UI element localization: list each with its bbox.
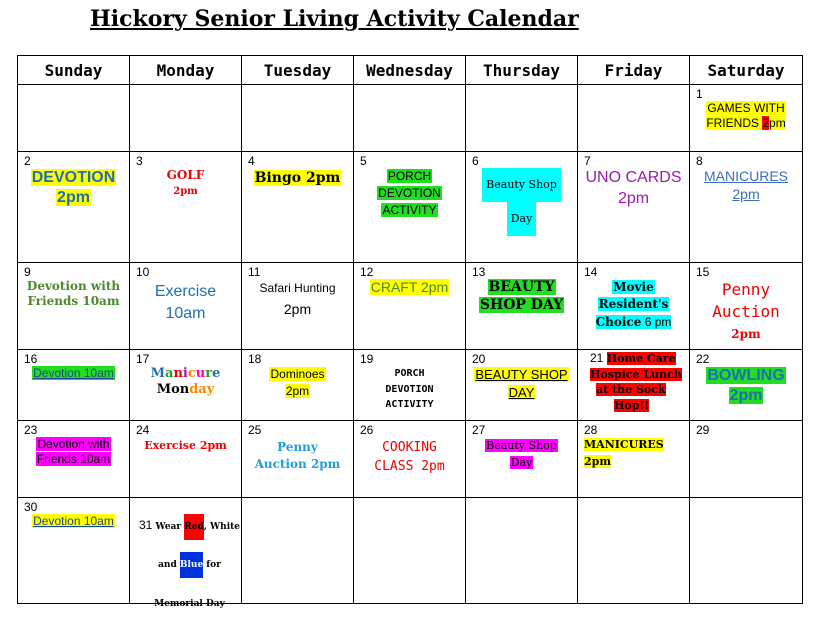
event-dominoes: Dominoes 2pm — [270, 367, 325, 399]
day-number: 23 — [24, 423, 38, 437]
event-penny-auction: Penny Auction 2pm — [254, 440, 341, 472]
weekday-saturday: Saturday — [690, 56, 803, 85]
day-cell-20 — [466, 350, 578, 421]
day-number: 14 — [584, 265, 598, 279]
day-cell-22 — [690, 350, 803, 421]
week-row — [18, 498, 803, 604]
event-memorial-day: 31 Wear Red, White and Blue for Memorial Day — [138, 506, 241, 621]
event-bowling: BOWLING 2pm — [707, 367, 785, 404]
day-cell-16 — [18, 350, 130, 421]
day-cell-17 — [130, 350, 242, 421]
day-cell-12 — [354, 263, 466, 350]
empty-day-cell — [690, 498, 803, 604]
event-beauty-shop-day: BEAUTY SHOP DAY — [475, 367, 568, 401]
week-row — [18, 263, 803, 350]
empty-day-cell — [354, 498, 466, 604]
day-cell-14 — [578, 263, 690, 350]
day-number: 25 — [248, 423, 262, 437]
day-number: 29 — [696, 423, 710, 437]
day-number: 11 — [248, 265, 261, 279]
day-number: 13 — [472, 265, 486, 279]
page-title: Hickory Senior Living Activity Calendar — [90, 6, 579, 32]
day-number: 19 — [360, 352, 374, 366]
day-cell-26 — [354, 421, 466, 498]
day-number: 1 — [696, 87, 703, 101]
day-number: 6 — [472, 154, 479, 168]
calendar-grid — [17, 55, 803, 609]
day-cell-18 — [242, 350, 354, 421]
day-number: 31 — [138, 518, 153, 532]
weekday-thursday: Thursday — [466, 56, 578, 85]
event-devotion-with-friends: Devotion with Friends 10am — [26, 279, 121, 308]
week-row — [18, 152, 803, 263]
week-row — [18, 350, 803, 421]
weekday-sunday: Sunday — [18, 56, 130, 85]
day-number: 12 — [360, 265, 374, 279]
day-cell-29 — [690, 421, 803, 498]
day-number: 8 — [696, 154, 703, 168]
day-cell-25 — [242, 421, 354, 498]
day-number: 4 — [248, 154, 255, 168]
day-number: 24 — [136, 423, 150, 437]
day-number: 2 — [24, 154, 31, 168]
day-number: 7 — [584, 154, 591, 168]
weekday-header-row — [18, 56, 803, 85]
weekday-wednesday: Wednesday — [354, 56, 466, 85]
day-cell-13 — [466, 263, 578, 350]
day-cell-6 — [466, 152, 578, 263]
event-devotion: DEVOTION 2pm — [31, 169, 116, 206]
day-cell-28 — [578, 421, 690, 498]
day-cell-19 — [354, 350, 466, 421]
event-devotion-with-friends: Devotion with Friends 10am — [36, 437, 111, 466]
event-home-care-hospice-lunch: 21 Home Care Hospice Lunch at the Sock Hop!! — [590, 351, 682, 412]
event-devotion-10am: Devotion 10am — [33, 366, 114, 380]
event-manicures: MANICURES 2pm — [703, 168, 788, 202]
weekday-friday: Friday — [578, 56, 690, 85]
day-number: 20 — [472, 352, 486, 366]
day-number: 18 — [248, 352, 262, 366]
day-number: 9 — [24, 265, 31, 279]
empty-day-cell — [578, 498, 690, 604]
day-cell-23 — [18, 421, 130, 498]
day-cell-5 — [354, 152, 466, 263]
day-number: 3 — [136, 154, 143, 168]
event-porch-devotion: PORCH DEVOTION ACTIVITY — [385, 368, 434, 410]
day-number: 27 — [472, 423, 486, 437]
day-cell-31 — [130, 498, 242, 609]
event-beauty-shop-day: BEAUTY SHOP DAY — [479, 279, 564, 313]
event-manicures: MANICURES 2pm — [584, 438, 664, 468]
empty-day-cell — [242, 498, 354, 604]
event-cooking-class: COOKING CLASS 2pm — [374, 440, 445, 474]
event-bingo: Bingo 2pm — [254, 170, 341, 186]
day-number: 26 — [360, 423, 374, 437]
day-number: 30 — [24, 500, 38, 514]
event-movie: Movie Resident's Choice 6 pm — [595, 280, 672, 329]
event-penny-auction: Penny Auction 2pm — [712, 280, 780, 342]
day-cell-3 — [130, 152, 242, 263]
empty-day-cell — [242, 85, 354, 152]
day-number: 22 — [696, 352, 710, 366]
event-devotion-10am: Devotion 10am — [33, 514, 114, 528]
day-cell-4 — [242, 152, 354, 263]
day-cell-27 — [466, 421, 578, 498]
day-cell-10 — [130, 263, 242, 350]
event-beauty-shop: Beauty Shop Day — [466, 168, 577, 236]
day-number: 5 — [360, 154, 367, 168]
day-cell-11 — [242, 263, 354, 350]
week-row — [18, 85, 803, 152]
empty-day-cell — [130, 85, 242, 152]
empty-day-cell — [466, 498, 578, 604]
event-games-with-friends: GAMES WITH FRIENDS 2pm — [706, 101, 786, 130]
day-number: 15 — [696, 265, 710, 279]
empty-day-cell — [466, 85, 578, 152]
day-cell-30 — [18, 498, 130, 604]
event-golf: GOLF 2pm — [166, 168, 205, 197]
day-number: 21 — [590, 351, 604, 365]
event-porch-devotion: PORCH DEVOTION ACTIVITY — [378, 169, 441, 217]
day-cell-24 — [130, 421, 242, 498]
event-exercise: Exercise 10am — [154, 283, 217, 323]
week-row — [18, 421, 803, 498]
weekday-monday: Monday — [130, 56, 242, 85]
day-cell-15 — [690, 263, 803, 350]
day-number: 16 — [24, 352, 38, 366]
empty-day-cell — [18, 85, 130, 152]
day-cell-1 — [690, 85, 803, 152]
weekday-tuesday: Tuesday — [242, 56, 354, 85]
day-cell-21 — [578, 350, 690, 421]
event-beauty-shop-day: Beauty Shop Day — [486, 439, 557, 470]
empty-day-cell — [354, 85, 466, 152]
day-cell-2 — [18, 152, 130, 263]
day-cell-7 — [578, 152, 690, 263]
day-cell-9 — [18, 263, 130, 350]
day-number: 17 — [136, 352, 150, 366]
day-number: 28 — [584, 423, 598, 437]
event-craft: CRAFT 2pm — [370, 279, 449, 295]
empty-day-cell — [578, 85, 690, 152]
event-manicure-monday: Manicure Monday — [150, 366, 221, 398]
event-safari-hunting: Safari Hunting 2pm — [259, 281, 336, 318]
event-uno-cards: UNO CARDS 2pm — [585, 169, 682, 207]
day-number: 10 — [136, 265, 150, 279]
day-cell-8 — [690, 152, 803, 263]
event-exercise: Exercise 2pm — [144, 439, 227, 452]
